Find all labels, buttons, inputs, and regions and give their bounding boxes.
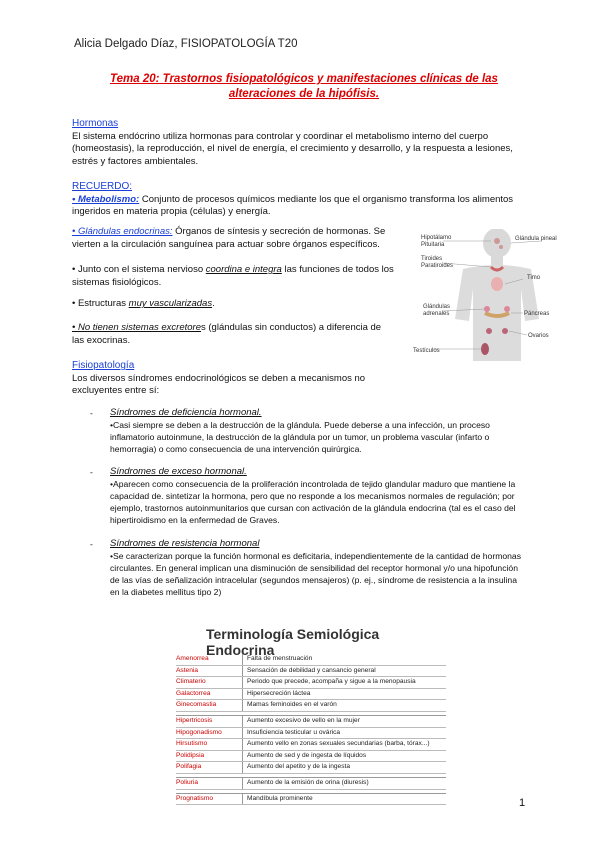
tiroides-label: Tiroides: [421, 256, 443, 262]
table-row: [176, 715, 446, 728]
no-excretores-term: • No tienen sistemas excretore: [72, 322, 201, 333]
table-definition: Falta de menstruación: [242, 654, 446, 665]
sindrome-exceso: [90, 466, 526, 526]
table-definition: Mamas feminoides en el varón: [242, 700, 446, 711]
table-row: [176, 751, 446, 763]
sindrome-text: •Aparecen como consecuencia de la proliferación incontrolada de tejido glandular maduro que mantiene la capacidad de. sintetizar la hormona, pero que no responde a los mecanismos normales de regulación; por ejemplo, trastornos autoinmunitarios que cursan con activación de la glándula endocrina (tal es el caso del hipertiroidismo en la enfermedad de Graves.: [110, 479, 516, 525]
table-row: [176, 728, 446, 740]
table-term: Amenorrea: [176, 655, 209, 662]
estructuras-text-b: .: [212, 298, 215, 309]
table-term: Hipogonadismo: [176, 728, 222, 736]
paratiroides-label: Paratiroides: [421, 263, 454, 269]
table-row: [176, 677, 446, 689]
metabolismo-item: [72, 194, 532, 219]
endocrine-system-figure: [413, 229, 561, 361]
table-term: Poliuria: [176, 778, 198, 786]
estructuras-term: muy vascularizadas: [128, 298, 213, 309]
coordina-term: coordina e integra: [205, 264, 282, 275]
coordina-text-b: las funciones de todos los sistemas fisiológicos.: [72, 264, 394, 288]
glandulas-item: [72, 226, 394, 251]
table-term: Astenia: [176, 666, 198, 674]
glandulas-term: • Glándulas endocrinas:: [72, 226, 173, 237]
glandulas-text: Órganos de síntesis y secreción de hormonas. Se vierten a la circulación sanguínea para actuar sobre órganos específicos.: [72, 226, 386, 250]
table-term: Climaterio: [176, 678, 206, 686]
coordina-item: [72, 264, 394, 289]
recuerdo-section: [72, 181, 532, 219]
list-dash: -: [90, 539, 93, 549]
table-term: Hipertricosis: [176, 716, 213, 724]
table-definition: Aumento del apetito y de la ingesta: [242, 762, 446, 773]
table-definition: Aumento de la emisión de orina (diuresis): [242, 778, 446, 789]
sindrome-title: Síndromes de resistencia hormonal: [110, 538, 260, 549]
table-body: [176, 654, 446, 805]
coordina-text-a: • Junto con el sistema nervioso: [72, 264, 206, 275]
table-definition: Mandíbula prominente: [242, 794, 446, 805]
glandulas-label: Glándulas: [423, 304, 451, 310]
adrenales-label: adrenales: [423, 311, 450, 317]
no-excretores-text: s (glándulas sin conductos) a diferencia de las exocrinas.: [72, 322, 382, 346]
table-row: [176, 762, 446, 774]
table-title: Terminología Semiológica Endocrina: [206, 626, 380, 658]
sindrome-resistencia: [90, 538, 526, 598]
table-row: [176, 739, 446, 751]
table-term: Hirsutismo: [176, 740, 208, 748]
table-term: Prognatismo: [176, 794, 214, 802]
ovarios-label: Ovarios: [528, 333, 549, 339]
estructuras-text-a: • Estructuras: [72, 298, 129, 309]
sindrome-text: •Se caracterizan porque la función hormonal es deficitaria, independientemente de la cantidad de hormonas circulantes. En general implican una disminución de sensibilidad del receptor hormonal y/o una hipofunción de las vías de señalización intracelular (segundos mensajeros) (p. ej., síndrome de resistencia a la insulina en la diabetes mellitus tipo 2): [110, 551, 521, 597]
no-excretores-item: [72, 322, 394, 347]
sindrome-deficiencia: [90, 407, 526, 455]
table-definition: Aumento de sed y de ingesta de líquidos: [242, 751, 446, 762]
sindrome-title: Síndromes de exceso hormonal.: [110, 466, 247, 477]
table-definition: Periodo que precede, acompaña y sigue a la menopausia: [242, 677, 446, 688]
hormonas-heading: Hormonas: [72, 118, 119, 129]
table-definition: Aumento excesivo de vello en la mujer: [242, 716, 446, 727]
table-row: [176, 654, 446, 666]
page-title: Tema 20: Trastornos fisiopatológicos y manifestaciones clínicas de las alteraciones de la hipófisis.: [110, 73, 498, 100]
table-definition: Aumento vello en zonas sexuales secundarias (barba, tórax...): [242, 739, 446, 750]
list-dash: -: [90, 467, 93, 477]
pancreas-label: Páncreas: [524, 311, 550, 317]
fisiopatologia-heading: Fisiopatología: [72, 360, 135, 371]
table-term: Polidipsia: [176, 751, 205, 759]
document-header: Alicia Delgado Díaz, FISIOPATOLOGÍA T20: [74, 38, 298, 50]
table-row: [176, 700, 446, 712]
table-term: Ginecomastia: [176, 701, 217, 709]
sindrome-text: •Casi siempre se deben a la destrucción de la glándula. Puede deberse a una infección, un proceso inflamatorio autoinmune, la destrucción de la glándula por un tumor, un problema vascular (infarto o hemorragia) o como consecuencia de una intervención quirúrgica.: [110, 420, 490, 454]
table-row: [176, 689, 446, 701]
pineal-label: Glándula pineal: [515, 236, 557, 242]
table-row: [176, 777, 446, 790]
fisiopatologia-text: Los diversos síndromes endocrinológicos se deben a mecanismos no excluyentes entre sí:: [72, 372, 366, 396]
hormonas-section: [72, 118, 532, 168]
sindrome-title: Síndromes de deficiencia hormonal.: [110, 407, 262, 418]
estructuras-item: [72, 298, 394, 311]
timo-label: Timo: [527, 275, 541, 281]
table-definition: Hipersecreción láctea: [242, 689, 446, 700]
table-row: [176, 793, 446, 806]
testiculos-label: Testículos: [413, 348, 440, 354]
pituitaria-label: Pituitaria: [421, 242, 445, 248]
table-definition: Insuficiencia testicular u ovárica: [242, 728, 446, 739]
fisiopatologia-section: [72, 360, 372, 398]
hipotalamo-label: Hipotálamo: [421, 235, 452, 241]
table-term: Galactorrea: [176, 689, 211, 697]
table-row: [176, 666, 446, 678]
metabolismo-term: • Metabolismo:: [72, 193, 140, 205]
metabolismo-text: Conjunto de procesos químicos mediante los que el organismo transforma los alimentos ingeridos en materia propia (células) y energía.: [72, 193, 514, 217]
table-term: Polifagia: [176, 763, 202, 771]
page-number: 1: [519, 797, 526, 809]
table-definition: Sensación de debilidad y cansancio general: [242, 666, 446, 677]
hormonas-text: El sistema endócrino utiliza hormonas para controlar y coordinar el metabolismo interno del cuerpo (homeostasis), la reproducción, el nivel de energía, el crecimiento y desarrollo, y la respuesta a lesiones, estrés y factores ambientales.: [72, 130, 513, 167]
list-dash: -: [90, 408, 93, 418]
recuerdo-heading: RECUERDO:: [72, 181, 133, 192]
